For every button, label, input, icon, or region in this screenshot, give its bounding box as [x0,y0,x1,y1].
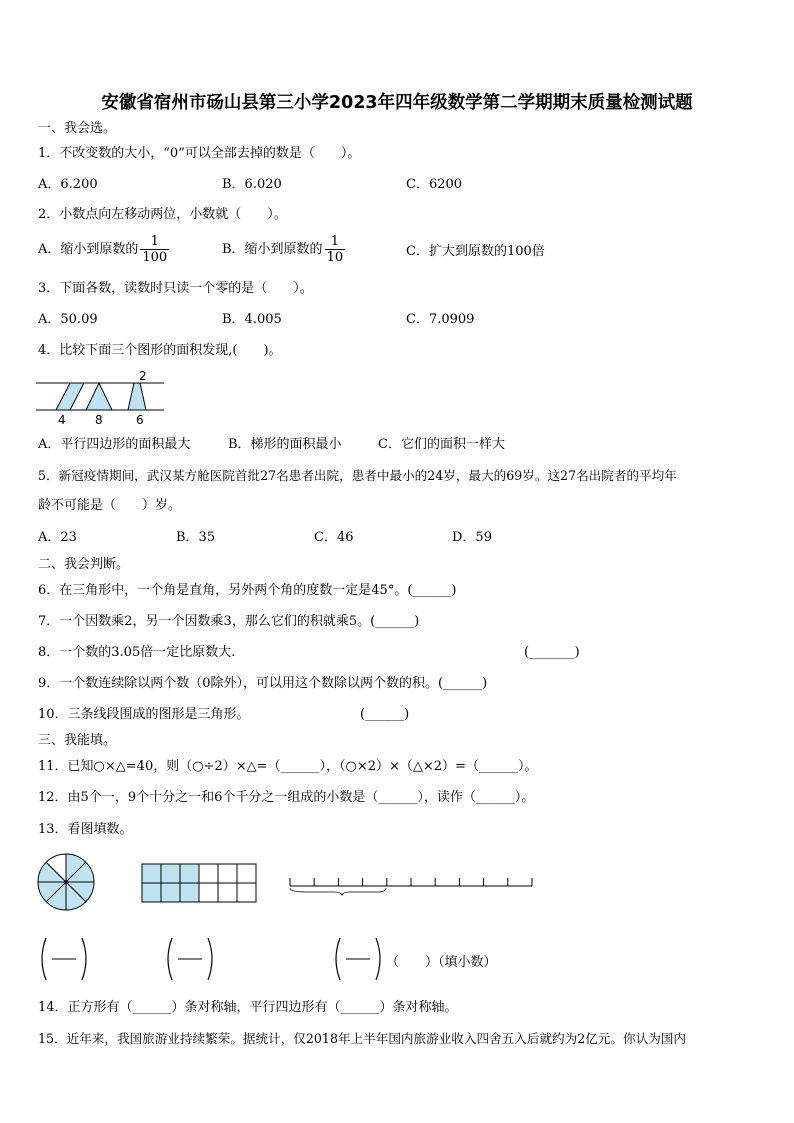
q13-circle-sectors [38,854,94,910]
q2-option-a-numerator: 1 [140,234,169,250]
question-10: 10．三条线段围成的图形是三角形。 [38,707,250,722]
q13-circle-answer-blank [38,936,90,982]
q3-option-a: A．50.09 [38,312,98,327]
question-14: 14．正方形有（______）条对称轴，平行四边形有（______）条对称轴。 [38,1000,458,1015]
q2-option-b-fraction [325,234,346,265]
q13-grid-answer-blank [164,936,216,982]
grid-cell [199,883,218,902]
q2-option-a-fraction [140,234,169,265]
q13-decimal-blank: （ ）（填小数） [386,955,497,970]
q4-label-8: 8 [95,413,103,427]
q2-option-b-prefix: B．缩小到原数的 [222,242,323,257]
right-paren-icon [376,938,380,980]
q2-option-b-denominator: 10 [326,250,344,265]
q13-grid-cells [142,864,256,902]
question-15: 15．近年来，我国旅游业持续繁荣。据统计，仅2018年上半年国内旅游业收入四舍五入后就约为2亿元。你认为国内 [38,1031,686,1046]
grid-cell [180,864,199,883]
q3-option-c: C．7.0909 [406,312,475,327]
question-13: 13．看图填数。 [38,822,133,837]
q4-label-2: 2 [139,369,147,383]
q3-option-b: B．4.005 [222,312,282,327]
q5-option-d: D．59 [452,530,492,545]
question-5-line-1: 5．新冠疫情期间，武汉某方舱医院首批27名患者出院，患者中最小的24岁，最大的69岁。这27名出院者的平均年 [38,468,677,483]
q4-shapes-figure [36,368,166,428]
q2-option-a-denominator: 100 [142,250,168,265]
question-7: 7．一个因数乘2，另一个因数乘3，那么它们的积就乘5。(______) [38,614,420,629]
q13-number-line-ticks [290,878,532,886]
left-paren-icon [336,938,340,980]
q2-option-a [38,234,171,265]
left-paren-icon [42,938,46,980]
q13-circle-figure [36,852,96,912]
q4-trapezoid [128,383,146,410]
grid-cell [218,883,237,902]
q4-option-a: A．平行四边形的面积最大 [38,437,191,452]
question-5-line-2: 龄不可能是（ ）岁。 [38,498,182,513]
question-4: 4．比较下面三个图形的面积发现,( )。 [38,343,282,358]
grid-cell [161,864,180,883]
q10-answer-blank: (______) [360,707,410,722]
q5-option-b: B．35 [176,530,216,545]
right-paren-icon [82,938,86,980]
question-6: 6．在三角形中，一个角是直角，另外两个角的度数一定是45°。(______) [38,583,457,598]
grid-cell [180,883,199,902]
question-3: 3．下面各数，读数时只读一个零的是（ ）。 [38,281,313,296]
q4-label-4: 4 [58,413,66,427]
q2-option-a-prefix: A．缩小到原数的 [38,242,139,257]
grid-cell [161,883,180,902]
q4-triangle [86,383,112,410]
right-paren-icon [208,938,212,980]
question-9: 9．一个数连续除以两个数（0除外），可以用这个数除以两个数的积。(______) [38,676,488,691]
q2-option-c: C．扩大到原数的100倍 [406,244,545,259]
q1-option-b: B．6.020 [222,177,282,192]
q1-option-c: C．6200 [406,177,463,192]
question-8: 8．一个数的3.05倍一定比原数大. [38,645,236,660]
grid-cell [142,883,161,902]
q5-option-a: A．23 [38,530,77,545]
q5-option-c: C．46 [314,530,354,545]
section-heading-3: 三、我能填。 [38,733,117,748]
q2-option-b-numerator: 1 [325,234,346,250]
q1-option-a: A．6.200 [38,177,98,192]
question-2: 2．小数点向左移动两位，小数就（ ）。 [38,207,287,222]
q8-answer-blank: (_______) [524,645,580,660]
grid-cell [218,864,237,883]
q4-parallelogram [56,383,84,410]
section-heading-1: 一、我会选。 [38,121,117,136]
q13-number-line-brace [290,888,386,895]
page-title: 安徽省宿州市砀山县第三小学2023年四年级数学第二学期期末质量检测试题 [101,93,693,113]
q13-number-line-figure [286,872,536,896]
q4-option-c: C．它们的面积一样大 [378,437,505,452]
q13-grid-figure [140,862,260,904]
grid-cell [237,883,256,902]
q13-line-answer-blank [332,936,384,982]
question-1: 1．不改变数的大小，“0”可以全部去掉的数是（ ）。 [38,146,361,161]
q2-option-b [222,234,347,265]
left-paren-icon [168,938,172,980]
grid-cell [142,864,161,883]
grid-cell [199,864,218,883]
question-11: 11．已知○×△=40，则（○÷2）×△=（______），（○×2）×（△×2）=（______）。 [38,759,538,774]
grid-cell [237,864,256,883]
q4-label-6: 6 [136,413,144,427]
section-heading-2: 二、我会判断。 [38,557,130,572]
question-12: 12．由5个一，9个十分之一和6个千分之一组成的小数是（______），读作（______）。 [38,790,535,805]
q4-option-b: B．梯形的面积最小 [228,437,342,452]
